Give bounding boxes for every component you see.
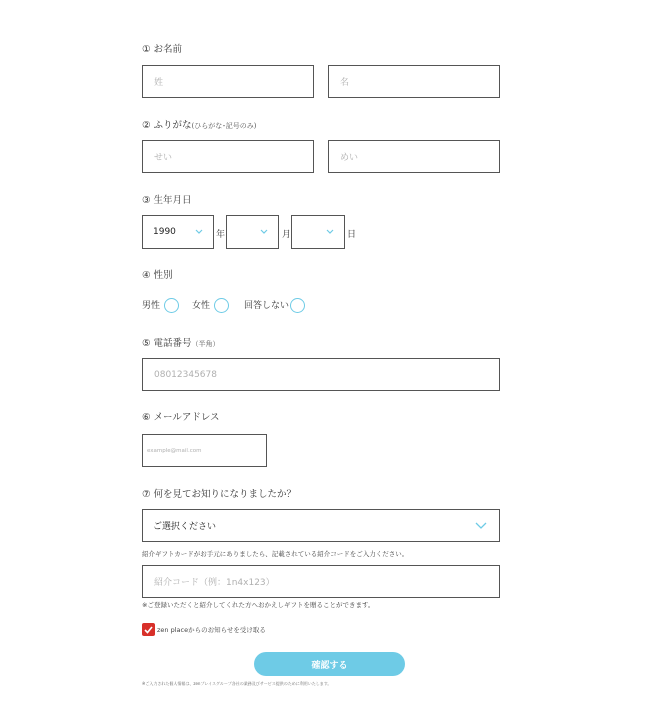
phone-label-note: （半角）	[191, 340, 220, 348]
chevron-down-icon	[475, 522, 487, 529]
furigana-label-note: (ひらがな･記号のみ)	[191, 122, 257, 130]
email-input[interactable]: example@mail.com	[142, 434, 267, 467]
month-unit: 月	[282, 230, 292, 240]
checkmark-icon	[144, 626, 153, 634]
phone-label	[142, 335, 220, 349]
source-select[interactable]	[142, 509, 500, 542]
last-name-kana-input[interactable]: せい	[142, 140, 314, 173]
email-label: ⑥ メールアドレス	[142, 412, 220, 423]
source-selected-value: ご選択ください	[153, 522, 217, 532]
phone-label-text: ⑤ 電話番号	[142, 338, 192, 349]
referral-note: 紹介ギフトカードがお手元にありましたら、記載されている紹介コードをご入力ください。	[142, 550, 409, 558]
gender-female-radio[interactable]	[214, 298, 229, 313]
last-name-input[interactable]: 姓	[142, 65, 314, 98]
birthdate-label: ③ 生年月日	[142, 195, 192, 206]
furigana-label	[142, 117, 257, 131]
referral-after-note: ※ご登録いただくと紹介してくれた方へおかえしギフトを贈ることができます。	[142, 601, 375, 609]
source-label: ⑦ 何を見てお知りになりましたか？	[142, 489, 297, 500]
chevron-down-icon	[195, 229, 203, 234]
furigana-label-text: ② ふりがな	[142, 120, 192, 131]
chevron-down-icon	[260, 229, 268, 234]
footer-note: ※ご入力された個人情報は、zenプレイスグループ各社の業務及びサービス提供のために利用いたします。	[142, 681, 332, 686]
gender-label: ④ 性別	[142, 270, 173, 281]
gender-none-radio[interactable]	[290, 298, 305, 313]
day-unit: 日	[347, 230, 357, 240]
name-label: ① お名前	[142, 44, 183, 55]
gender-option-none-label: 回答しない	[244, 301, 290, 311]
first-name-kana-input[interactable]: めい	[328, 140, 500, 173]
birth-day-select[interactable]	[291, 215, 345, 249]
referral-code-input[interactable]: 紹介コード（例：1n4x123）	[142, 565, 500, 598]
confirm-button[interactable]: 確認する	[254, 652, 405, 676]
gender-option-male-label: 男性	[142, 301, 161, 311]
birth-year-value: 1990	[153, 227, 176, 237]
phone-input[interactable]: 08012345678	[142, 358, 500, 391]
gender-male-radio[interactable]	[164, 298, 179, 313]
newsletter-checkbox[interactable]	[142, 623, 155, 636]
first-name-input[interactable]: 名	[328, 65, 500, 98]
gender-option-female-label: 女性	[192, 301, 211, 311]
year-unit: 年	[216, 230, 226, 240]
birth-month-select[interactable]	[226, 215, 279, 249]
chevron-down-icon	[326, 229, 334, 234]
birth-year-select[interactable]	[142, 215, 214, 249]
newsletter-label: zen placeからのお知らせを受け取る	[157, 626, 266, 634]
